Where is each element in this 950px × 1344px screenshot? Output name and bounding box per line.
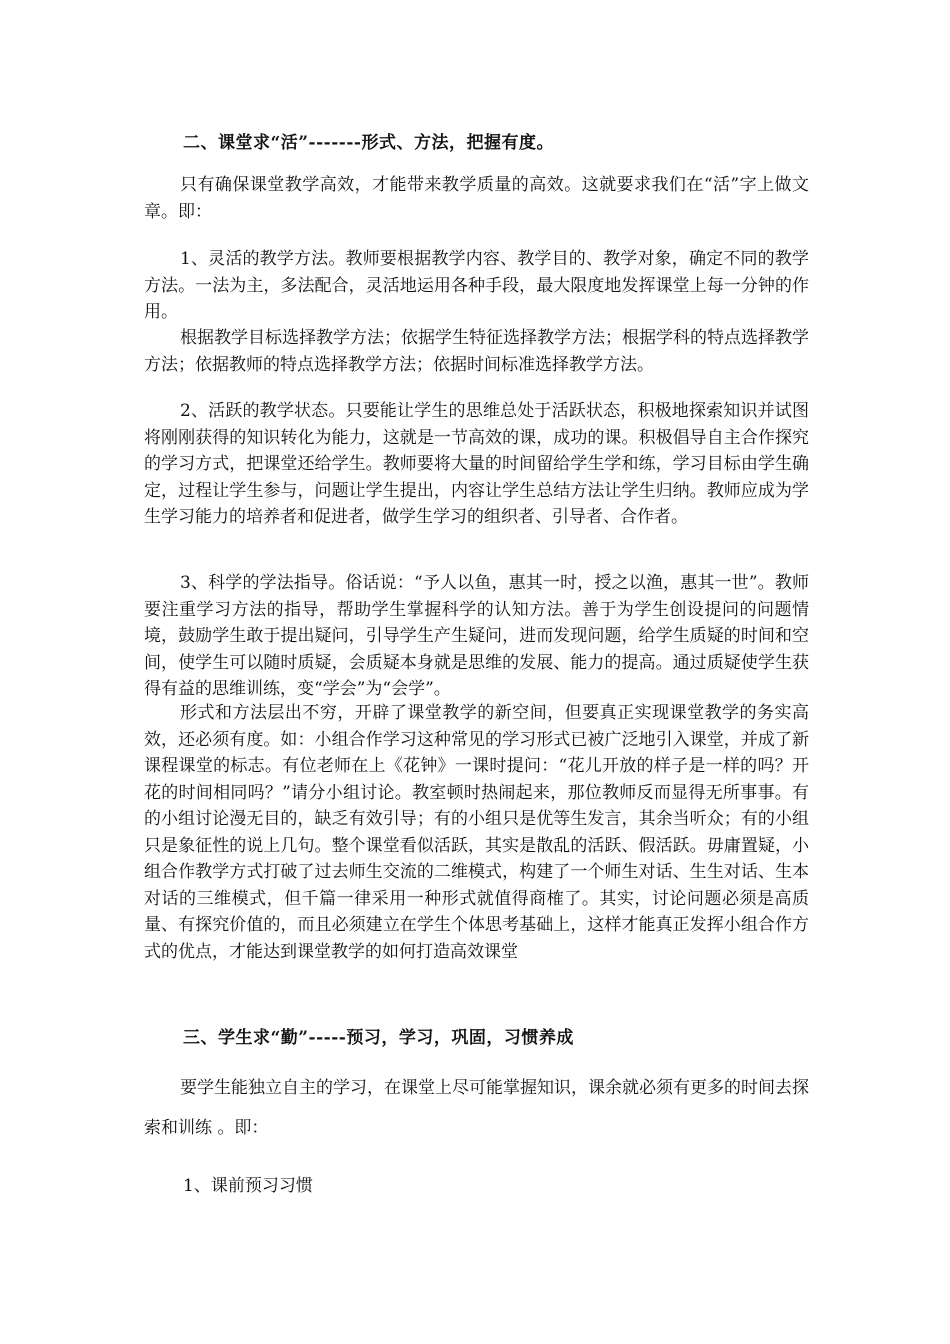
guidance-paragraph: 3、科学的学法指导。俗话说：“予人以鱼，惠其一时，授之以渔，惠其一世”。教师要注重学习方法的指导，帮助学生掌握科学的认知方法。善于为学生创设提问的问题情境，鼓励学生敢于提出疑问，引导学生产生疑问，进而发现问题，给学生质疑的时间和空间，使学生可以随时质疑，会质疑本身就是思维的发展、能力的提高。通过质疑使学生获得有益的思维训练，变“学会”为“会学”。 bbox=[144, 573, 809, 699]
state-paragraph: 2、活跃的教学状态。只要能让学生的思维总处于活跃状态，积极地探索知识并试图将刚刚获得的知识转化为能力，这就是一节高效的课，成功的课。积极倡导自主合作探究的学习方式，把课堂还给学生。教师要将大量的时间留给学生学和练，学习目标由学生确定，过程让学生参与，问题让学生提出，内容让学生总结方法让学生归纳。教师应成为学生学习能力的培养者和促进者，做学生学习的组织者、引导者、合作者。 bbox=[144, 401, 809, 527]
diligence-intro-paragraph: 要学生能独立自主的学习，在课堂上尽可能掌握知识，课余就必须有更多的时间去探索和训练 。即： bbox=[144, 1078, 809, 1138]
section-heading-3: 三、学生求“勤”-----预习，学习，巩固，习惯养成 bbox=[183, 1028, 574, 1048]
section-heading-2: 二、课堂求“活”-------形式、方法，把握有度。 bbox=[183, 133, 554, 153]
form-paragraph: 形式和方法层出不穷，开辟了课堂教学的新空间，但要真正实现课堂教学的务实高效，还必须有度。如：小组合作学习这种常见的学习形式已被广泛地引入课堂，并成了新课程课堂的标志。有位老师在上《花钟》一课时提问：“花儿开放的样子是一样的吗？开花的时间相同吗？”请分小组讨论。教室顿时热闹起来，那位教师反而显得无所事事。有的小组讨论漫无目的，缺乏有效引导；有的小组只是优等生发言，其余当听众；有的小组只是象征性的说上几句。整个课堂看似活跃，其实是散乱的活跃、假活跃。毋庸置疑，小组合作教学方式打破了过去师生交流的二维模式，构建了一个师生对话、生生对话、生本对话的三维模式，但千篇一律采用一种形式就值得商榷了。其实，讨论问题必须是高质量、有探究价值的，而且必须建立在学生个体思考基础上，这样才能真正发挥小组合作方式的优点，才能达到课堂教学的如何打造高效课堂 bbox=[144, 703, 809, 962]
intro-paragraph: 只有确保课堂教学高效，才能带来教学质量的高效。这就要求我们在“活”字上做文章。即： bbox=[144, 175, 809, 222]
method-selection-paragraph: 根据教学目标选择教学方法；依据学生特征选择教学方法；根据学科的特点选择教学方法；依据教师的特点选择教学方法；依据时间标准选择教学方法。 bbox=[144, 328, 809, 375]
preview-habit-item: 1、课前预习习惯 bbox=[183, 1176, 313, 1196]
method-paragraph: 1、灵活的教学方法。教师要根据教学内容、教学目的、教学对象，确定不同的教学方法。一法为主，多法配合，灵活地运用各种手段，最大限度地发挥课堂上每一分钟的作用。 bbox=[144, 249, 809, 322]
